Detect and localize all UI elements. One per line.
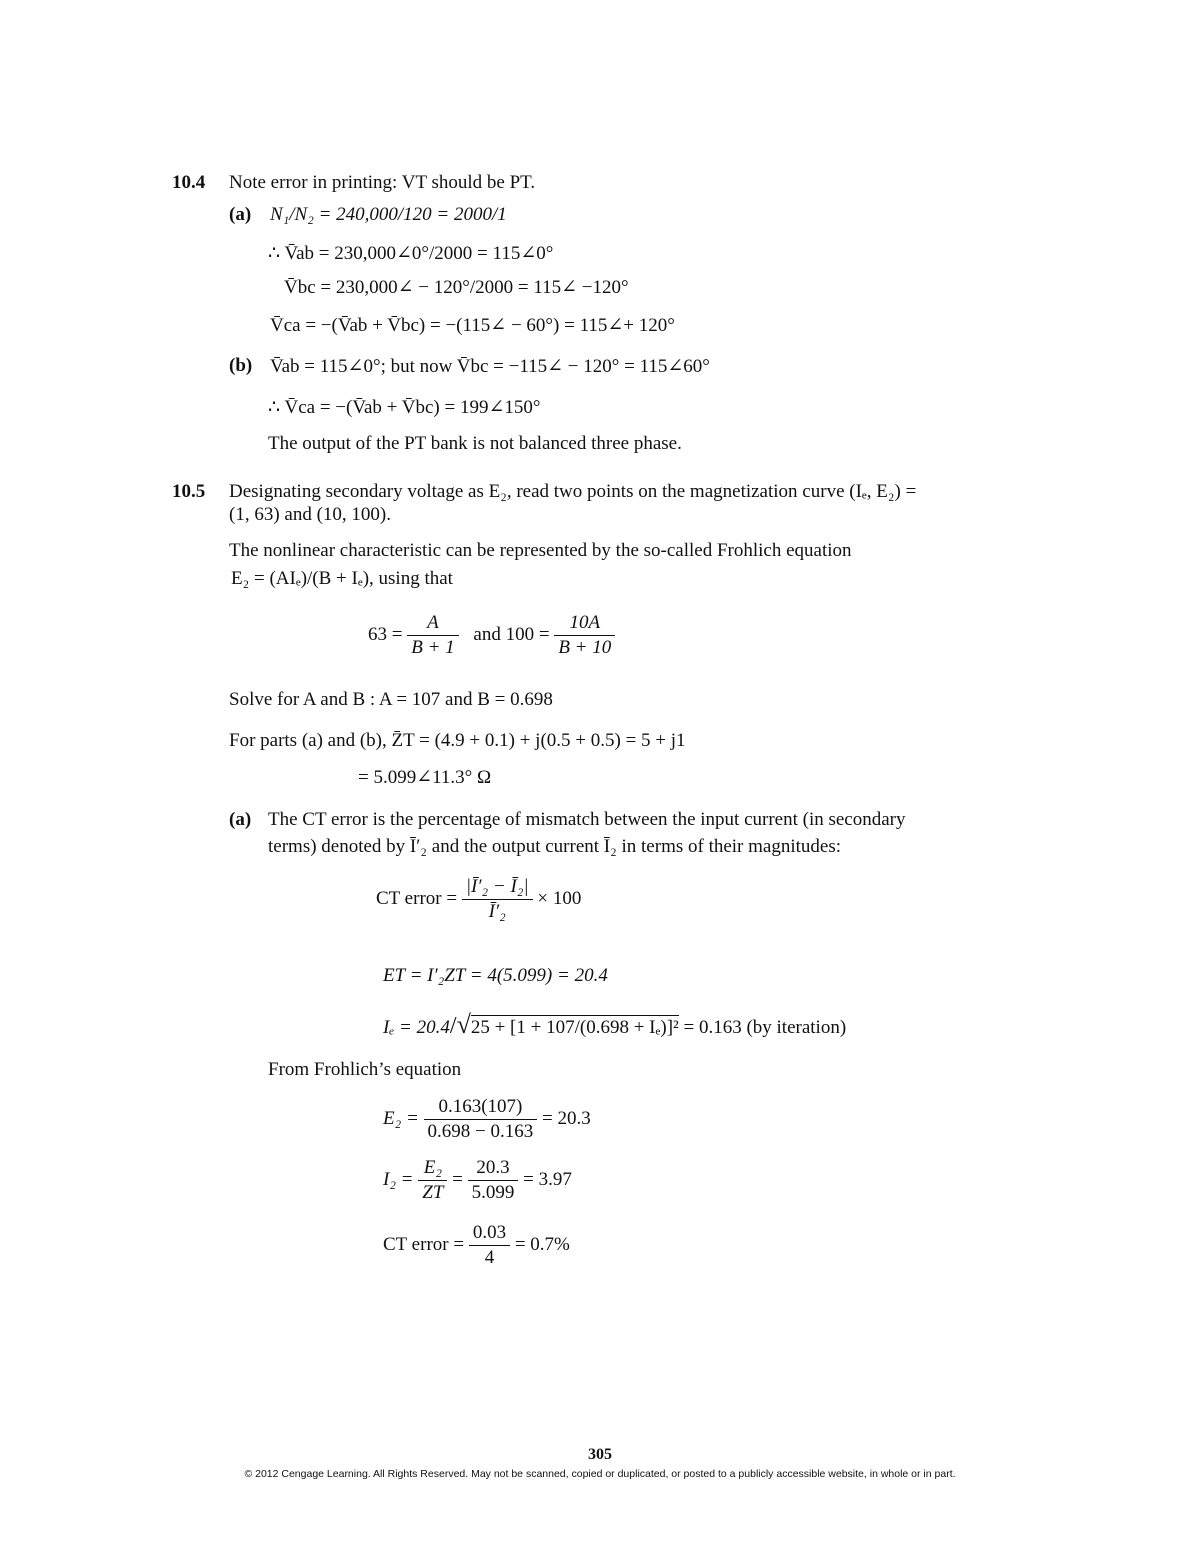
solve-a-b: Solve for A and B : A = 107 and B = 0.698: [229, 689, 553, 710]
part-b-label: (b): [229, 355, 253, 376]
two-point-equations: 63 = $\frac{A}{B + 1}$ and 100 = $\frac{10A}{B + 10}$: [368, 612, 615, 659]
ct-error-result: CT error = $\frac{0.03}{4}$ = 0.7%: [383, 1222, 570, 1268]
zt-equation: For parts (a) and (b), Z̄T = (4.9 + 0.1) + j(0.5 + 0.5) = 5 + j1: [229, 730, 686, 751]
page-number: 305: [588, 1446, 612, 1463]
part-b-vca: ∴ V̄ca = −(V̄ab + V̄bc) = 199∠150°: [268, 397, 541, 418]
vab-equation: ∴ V̄ab = 230,000∠0°/2000 = 115∠0°: [268, 243, 554, 264]
problem-statement-line-1: Designating secondary voltage as E₂, read two points on the magnetization curve (Iₑ, E₂) =: [229, 481, 917, 502]
turns-ratio-equation: N₁/N₂ = 240,000/120 = 2000/1: [270, 204, 507, 225]
i2-calculation: I₂ = $\frac{\text{E₂}}{ZT}$ = $\frac{20.3}{5.099}$ = 3.97: [383, 1157, 572, 1203]
part-b-vab-vbc: V̄ab = 115∠0°; but now V̄bc = −115∠ − 120° = 115∠60°: [270, 356, 710, 377]
ct-error-definition-line-1: The CT error is the percentage of mismatch between the input current (in secondary: [268, 809, 906, 830]
e2-calculation: E₂ = $\frac{0.163(107)}{0.698 - 0.163}$ = 20.3: [383, 1096, 591, 1142]
frohlich-equation: E₂ = (AIₑ)/(B + Iₑ), using that: [231, 568, 453, 589]
problem-statement-line-2: (1, 63) and (10, 100).: [229, 504, 391, 525]
ie-iteration-equation: Iₑ = 20.4/√25 + [1 + 107/(0.698 + Iₑ)]² = 0.163 (by iteration): [383, 1010, 847, 1039]
et-equation: ET = I′₂ZT = 4(5.099) = 20.4: [383, 965, 608, 986]
problem-number-10-5: 10.5: [172, 481, 206, 502]
problem-number-10-4: 10.4: [172, 172, 206, 193]
note-text: Note error in printing: VT should be PT.: [229, 172, 536, 193]
zt-polar: = 5.099∠11.3° Ω: [358, 767, 492, 788]
frohlich-intro: The nonlinear characteristic can be represented by the so-called Frohlich equation: [229, 540, 852, 561]
vbc-equation: V̄bc = 230,000∠ − 120°/2000 = 115∠ −120°: [284, 277, 629, 298]
vca-equation: V̄ca = −(V̄ab + V̄bc) = −(115∠ − 60°) = 115∠+ 120°: [270, 315, 675, 336]
part-a-label-10-5: (a): [229, 809, 252, 830]
frohlich-reference: From Frohlich’s equation: [268, 1059, 462, 1080]
ct-error-definition-line-2: terms) denoted by Ī′₂ and the output current Ī₂ in terms of their magnitudes:: [268, 836, 842, 857]
part-b-conclusion: The output of the PT bank is not balanced three phase.: [268, 433, 682, 454]
copyright-notice: © 2012 Cengage Learning. All Rights Reserved. May not be scanned, copied or duplicated, or posted to a publicly accessible website, in whole or in part.: [244, 1468, 956, 1480]
part-a-label: (a): [229, 204, 252, 225]
ct-error-formula: CT error = $\frac{\text{|Ī′₂ − Ī₂|}}{\text{Ī′₂}}$ × 100: [376, 876, 582, 922]
